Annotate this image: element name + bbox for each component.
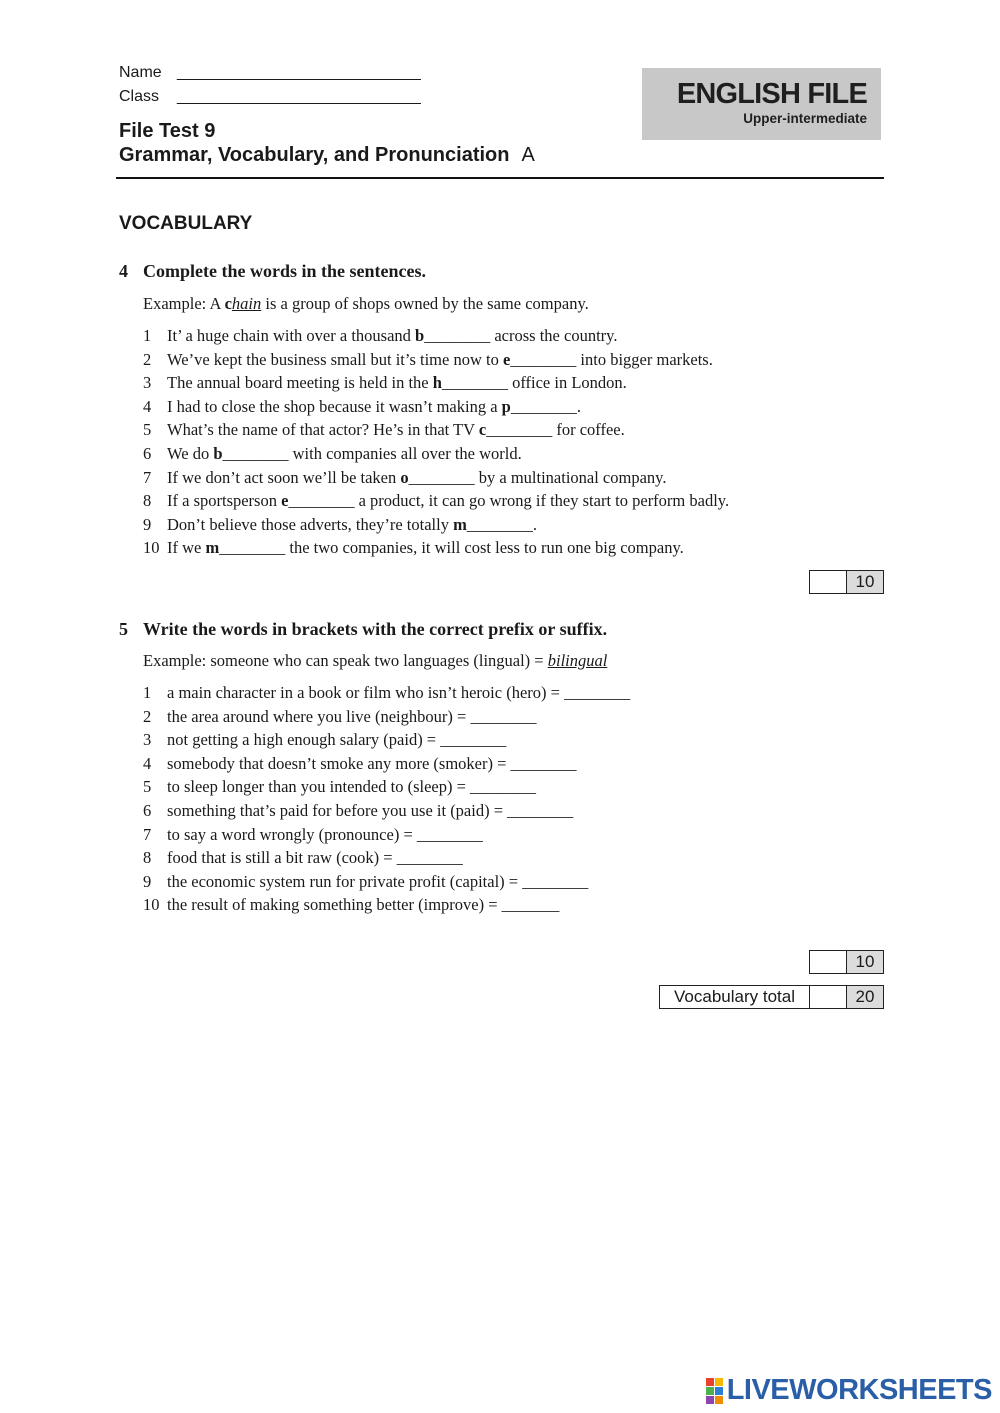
liveworksheets-brand: LIVEWORKSHEETS (726, 1374, 992, 1406)
answer-blank[interactable]: ________ (440, 730, 507, 750)
answer-blank[interactable]: ________ (408, 467, 475, 487)
answer-blank[interactable]: ________ (510, 396, 577, 416)
answer-blank[interactable]: ________ (466, 514, 533, 534)
test-subtitle (119, 144, 535, 167)
exercise-4-heading (119, 261, 426, 282)
logo-square (706, 1387, 714, 1395)
exercise-4-item (143, 466, 729, 490)
item-text-before: I had to close the shop because it wasn’t making a (167, 396, 502, 416)
item-text: something that’s paid for before you use it (paid) = (167, 800, 508, 820)
item-number: 10 (143, 538, 160, 558)
item-text: to say a word wrongly (pronounce) = (167, 824, 417, 844)
vocabulary-total (659, 985, 884, 1009)
name-label: Name (119, 64, 162, 81)
item-number: 9 (143, 871, 152, 891)
item-first-letter: o (400, 467, 409, 487)
exercise-5-list (143, 681, 630, 917)
item-text-before: The annual board meeting is held in the (167, 373, 433, 393)
item-first-letter: b (415, 326, 425, 345)
item-text-before: Don’t believe those adverts, they’re totally (167, 514, 454, 534)
item-text-before: If we (167, 538, 206, 558)
answer-blank[interactable]: ________ (522, 871, 589, 891)
item-number: 1 (143, 326, 152, 345)
liveworksheets-logo (706, 1374, 992, 1407)
item-number: 7 (143, 467, 152, 487)
item-text: to sleep longer than you intended to (sleep) = (167, 777, 471, 797)
test-version: A (521, 144, 535, 166)
example-answer: bilingual (547, 651, 608, 670)
exercise-5-item (143, 752, 630, 776)
item-text-after: . (532, 514, 537, 534)
item-number: 8 (143, 848, 152, 868)
answer-blank[interactable]: ________ (424, 326, 491, 345)
item-text-after: the two companies, it will cost less to run one big company. (285, 538, 684, 558)
exercise-5-item (143, 799, 630, 823)
exercise-5-score-max: 10 (847, 951, 884, 974)
answer-blank[interactable]: _______ (501, 895, 560, 915)
exercise-5-item (143, 681, 630, 705)
exercise-5-heading (119, 619, 607, 640)
example-prefix: Example: someone who can speak two languages (lingual) = (143, 651, 548, 670)
exercise-4-item (143, 536, 729, 560)
item-text-before: We’ve kept the business small but it’s time now to (167, 349, 503, 369)
logo-square (706, 1396, 714, 1404)
exercise-4-list (143, 324, 729, 560)
liveworksheets-icon (706, 1378, 723, 1404)
example-letter: c (224, 294, 232, 313)
item-number: 1 (143, 683, 152, 702)
exercise-4-item (143, 371, 729, 395)
item-text-after: with companies all over the world. (288, 443, 522, 463)
item-text-after: into bigger markets. (576, 349, 713, 369)
logo-title: ENGLISH FILE (676, 78, 867, 110)
answer-blank[interactable]: ________ (507, 800, 574, 820)
item-first-letter: m (205, 538, 220, 558)
answer-blank[interactable]: ________ (470, 706, 537, 726)
test-subtitle-text: Grammar, Vocabulary, and Pronunciation (119, 144, 510, 166)
exercise-4-item (143, 418, 729, 442)
class-label: Class (119, 88, 160, 105)
item-text: the result of making something better (improve) = (167, 895, 502, 915)
exercise-4-score-input[interactable] (810, 571, 847, 594)
exercise-5-item (143, 705, 630, 729)
item-first-letter: b (213, 443, 223, 463)
item-text: somebody that doesn’t smoke any more (smoker) = (167, 753, 511, 773)
logo-level: Upper-intermediate (743, 111, 867, 126)
exercise-4-item (143, 395, 729, 419)
logo-square (706, 1378, 714, 1386)
vocabulary-total-max: 20 (847, 986, 884, 1009)
item-text: not getting a high enough salary (paid) = (167, 730, 441, 750)
answer-blank[interactable]: ________ (564, 683, 631, 702)
exercise-4-score-max: 10 (847, 571, 884, 594)
item-number: 8 (143, 491, 152, 511)
exercise-5-item (143, 893, 630, 917)
answer-blank[interactable]: ________ (441, 373, 508, 393)
section-title: VOCABULARY (119, 213, 253, 234)
item-text-after: a product, it can go wrong if they start to perform badly. (354, 491, 730, 511)
logo-square (715, 1378, 723, 1386)
item-number: 5 (143, 777, 152, 797)
answer-blank[interactable]: ________ (222, 443, 289, 463)
item-number: 3 (143, 730, 152, 750)
example-suffix: is a group of shops owned by the same company. (261, 294, 589, 313)
header-divider (116, 177, 884, 179)
exercise-5-item (143, 870, 630, 894)
item-first-letter: c (478, 420, 487, 440)
exercise-4-number: 4 (119, 261, 128, 281)
exercise-5-number: 5 (119, 619, 128, 639)
item-number: 7 (143, 824, 152, 844)
item-number: 4 (143, 396, 152, 416)
item-first-letter: e (281, 491, 289, 511)
answer-blank[interactable]: ________ (470, 777, 537, 797)
exercise-5-item (143, 823, 630, 847)
name-field[interactable]: ____________________________ (177, 64, 421, 81)
item-text: a main character in a book or film who isn’t heroic (hero) = (167, 683, 565, 702)
item-text-before: It’ a huge chain with over a thousand (167, 326, 416, 345)
exercise-5-item (143, 728, 630, 752)
exercise-5-instruction: Write the words in brackets with the correct prefix or suffix. (143, 619, 608, 639)
example-prefix: Example: A (143, 294, 225, 313)
item-number: 3 (143, 373, 152, 393)
answer-blank[interactable]: ________ (510, 753, 577, 773)
exercise-5-item (143, 846, 630, 870)
exercise-5-score (809, 950, 884, 974)
item-text: the economic system run for private profit (capital) = (167, 871, 523, 891)
exercise-4-item (143, 348, 729, 372)
item-number: 6 (143, 443, 152, 463)
exercise-5-score-input[interactable] (810, 951, 847, 974)
item-first-letter: p (501, 396, 511, 416)
exercise-4-item (143, 324, 729, 348)
test-title: File Test 9 (119, 120, 216, 142)
exercise-4-score (809, 570, 884, 594)
item-first-letter: e (502, 349, 511, 369)
item-text-before: We do (167, 443, 214, 463)
exercise-4-item (143, 513, 729, 537)
vocabulary-total-input[interactable] (810, 986, 847, 1009)
item-text-before: What’s the name of that actor? He’s in that TV (167, 420, 479, 440)
item-number: 2 (143, 349, 152, 369)
exercise-5-item (143, 775, 630, 799)
item-text-after: by a multinational company. (474, 467, 667, 487)
exercise-4-item (143, 442, 729, 466)
exercise-4-instruction: Complete the words in the sentences. (143, 261, 426, 281)
answer-blank[interactable]: ________ (486, 420, 553, 440)
logo-square (715, 1396, 723, 1404)
english-file-logo (642, 68, 881, 140)
answer-blank[interactable]: ________ (510, 349, 577, 369)
item-text: the area around where you live (neighbour) = (167, 706, 471, 726)
item-first-letter: h (432, 373, 442, 393)
item-text-before: If we don’t act soon we’ll be taken (167, 467, 401, 487)
answer-blank[interactable]: ________ (396, 848, 463, 868)
item-number: 4 (143, 753, 152, 773)
answer-blank[interactable]: ________ (288, 491, 355, 511)
item-text-after: across the country. (490, 326, 618, 345)
item-text-before: If a sportsperson (167, 491, 282, 511)
item-text-after: office in London. (507, 373, 627, 393)
item-text-after: . (576, 396, 581, 416)
exercise-4-item (143, 489, 729, 513)
item-first-letter: m (453, 514, 467, 534)
item-number: 5 (143, 420, 152, 440)
answer-blank[interactable]: ________ (219, 538, 286, 558)
item-number: 9 (143, 514, 152, 534)
logo-square (715, 1387, 723, 1395)
item-number: 2 (143, 706, 152, 726)
item-text-after: for coffee. (552, 420, 625, 440)
item-number: 10 (143, 895, 160, 915)
answer-blank[interactable]: ________ (416, 824, 483, 844)
class-field[interactable]: ____________________________ (177, 88, 421, 105)
item-text: food that is still a bit raw (cook) = (167, 848, 397, 868)
vocabulary-total-label: Vocabulary total (660, 986, 810, 1009)
example-answer: hain (231, 294, 262, 313)
item-number: 6 (143, 800, 152, 820)
exercise-4-example (143, 294, 589, 314)
exercise-5-example (143, 651, 607, 671)
